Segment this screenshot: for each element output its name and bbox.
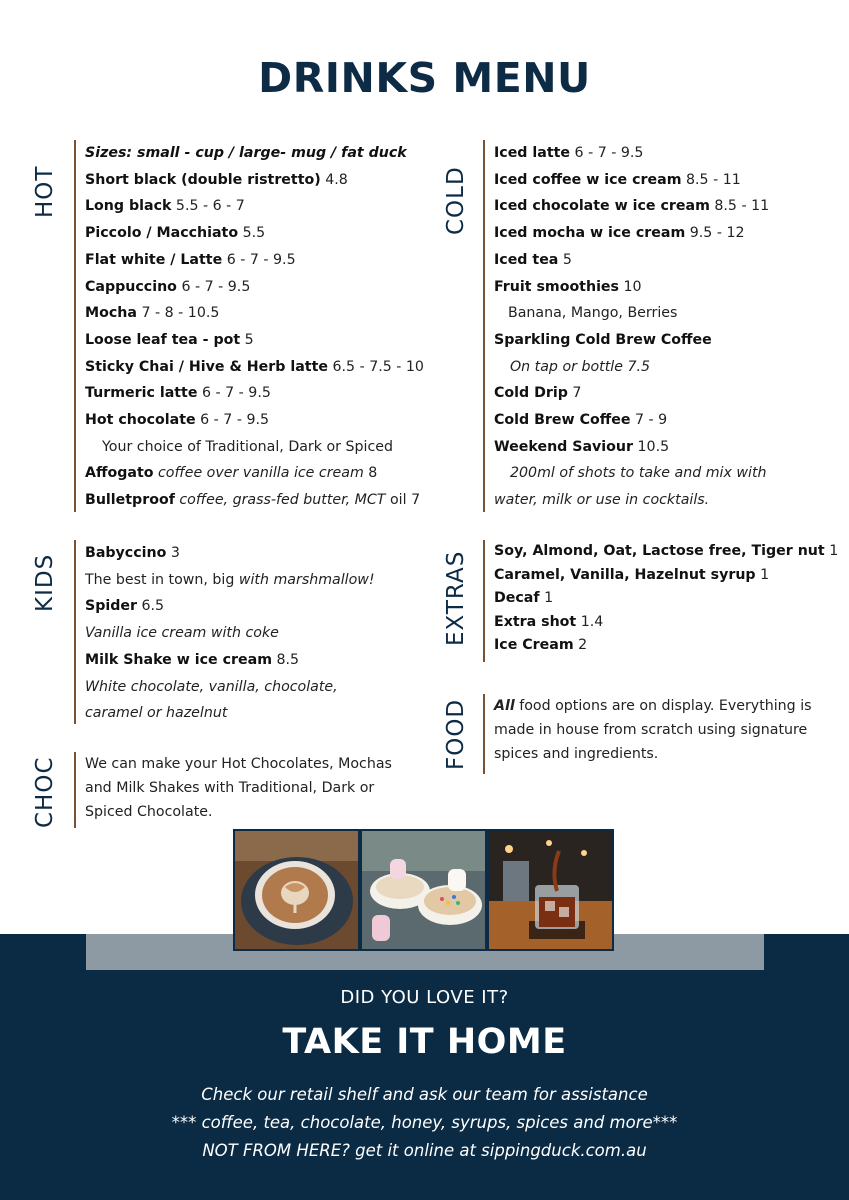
choc-text-2: and Milk Shakes with Traditional, Dark or — [85, 780, 375, 796]
footer-line-2: *** coffee, tea, chocolate, honey, syrups, spices and more*** — [171, 1113, 678, 1132]
menu-item: Bulletproof coffee, grass-fed butter, MCT oil 7 — [85, 492, 421, 509]
hot-label: HOT — [32, 165, 58, 218]
menu-item: Iced mocha w ice cream 9.5 - 12 — [494, 225, 745, 242]
menu-item: Turmeric latte 6 - 7 - 9.5 — [85, 385, 271, 402]
menu-item: Hot chocolate 6 - 7 - 9.5 — [85, 412, 270, 429]
menu-item: Spider 6.5 — [85, 598, 165, 615]
menu-item: Sticky Chai / Hive & Herb latte 6.5 - 7.5 - 10 — [85, 358, 424, 375]
hot-divider — [74, 140, 76, 512]
cold-section — [439, 140, 839, 512]
food-section — [439, 694, 839, 774]
menu-item: Fruit smoothies 10 — [494, 278, 642, 295]
extras-divider — [483, 540, 485, 662]
kids-section — [30, 540, 420, 724]
menu-item: Decaf 1 — [494, 590, 554, 606]
menu-item: Cold Drip 7 — [494, 385, 582, 402]
hot-chocolate-note: Your choice of Traditional, Dark or Spiced — [102, 438, 394, 455]
menu-item: Iced latte 6 - 7 - 9.5 — [494, 145, 644, 161]
saviour-note-2: water, milk or use in cocktails. — [494, 492, 710, 509]
cold-divider — [483, 140, 485, 512]
food-text-1: All food options are on display. Everything is — [494, 698, 812, 714]
footer-title: TAKE IT HOME — [282, 1022, 567, 1062]
food-label: FOOD — [443, 698, 469, 770]
choc-text-3: Spiced Chocolate. — [85, 804, 213, 820]
menu-item: Babyccino 3 — [85, 545, 180, 561]
footer-banner — [0, 934, 849, 1200]
menu-item: Loose leaf tea - pot 5 — [85, 331, 254, 348]
choc-text-1: We can make your Hot Chocolates, Mochas — [85, 756, 392, 772]
menu-item: Milk Shake w ice cream 8.5 — [85, 651, 300, 668]
sizes-line: Sizes: small - cup / large- mug / fat duck — [85, 145, 407, 161]
menu-item: Cold Brew Coffee 7 - 9 — [494, 412, 668, 429]
spider-note: Vanilla ice cream with coke — [85, 625, 279, 642]
food-text-3: spices and ingredients. — [494, 746, 659, 762]
menu-item: Iced chocolate w ice cream 8.5 - 11 — [494, 198, 770, 215]
extras-section — [439, 540, 839, 662]
cappuccino-photo — [233, 829, 360, 951]
footer-website-line[interactable]: NOT FROM HERE? get it online at sippingduck.com.au — [202, 1141, 647, 1160]
extras-label: EXTRAS — [443, 550, 469, 646]
saviour-note: 200ml of shots to take and mix with — [510, 465, 767, 482]
menu-item: Short black (double ristretto) 4.8 — [85, 171, 348, 188]
menu-item: Cappuccino 6 - 7 - 9.5 — [85, 278, 251, 295]
babyccino-photo — [360, 829, 487, 951]
smoothie-flavours: Banana, Mango, Berries — [508, 305, 678, 322]
footer-line-1: Check our retail shelf and ask our team for assistance — [201, 1085, 648, 1104]
choc-divider — [74, 752, 76, 828]
food-text-2: made in house from scratch using signature — [494, 722, 808, 738]
choc-label: CHOC — [32, 756, 58, 828]
choc-section — [30, 752, 420, 828]
milkshake-note: White chocolate, vanilla, chocolate, — [85, 678, 338, 695]
hot-section — [30, 140, 424, 512]
menu-item: Mocha 7 - 8 - 10.5 — [85, 305, 220, 322]
menu-item: Ice Cream 2 — [494, 637, 588, 653]
milkshake-note-2: caramel or hazelnut — [85, 705, 228, 722]
menu-item: Long black 5.5 - 6 - 7 — [85, 198, 245, 215]
footer-subtitle: DID YOU LOVE IT? — [340, 987, 509, 1008]
kids-label: KIDS — [32, 553, 58, 612]
iced-drink-photo — [487, 829, 614, 951]
food-divider — [483, 694, 485, 774]
menu-item: Piccolo / Macchiato 5.5 — [85, 225, 266, 242]
menu-item: Weekend Saviour 10.5 — [494, 438, 670, 455]
kids-divider — [74, 540, 76, 724]
menu-item: Flat white / Latte 6 - 7 - 9.5 — [85, 251, 296, 268]
menu-item: Extra shot 1.4 — [494, 613, 604, 630]
menu-item: Caramel, Vanilla, Hazelnut syrup 1 — [494, 566, 770, 583]
menu-item: Soy, Almond, Oat, Lactose free, Tiger nut 1 — [494, 543, 839, 559]
babyccino-note: The best in town, big with marshmallow! — [85, 571, 375, 588]
cold-label: COLD — [443, 166, 469, 235]
menu-item: Affogato coffee over vanilla ice cream 8 — [85, 465, 378, 482]
sparkling-note: On tap or bottle 7.5 — [510, 358, 651, 375]
menu-item: Sparkling Cold Brew Coffee — [494, 331, 712, 348]
page-title: DRINKS MENU — [258, 54, 591, 102]
menu-item: Iced coffee w ice cream 8.5 - 11 — [494, 171, 741, 188]
menu-item: Iced tea 5 — [494, 251, 572, 268]
photo-strip — [233, 829, 615, 951]
